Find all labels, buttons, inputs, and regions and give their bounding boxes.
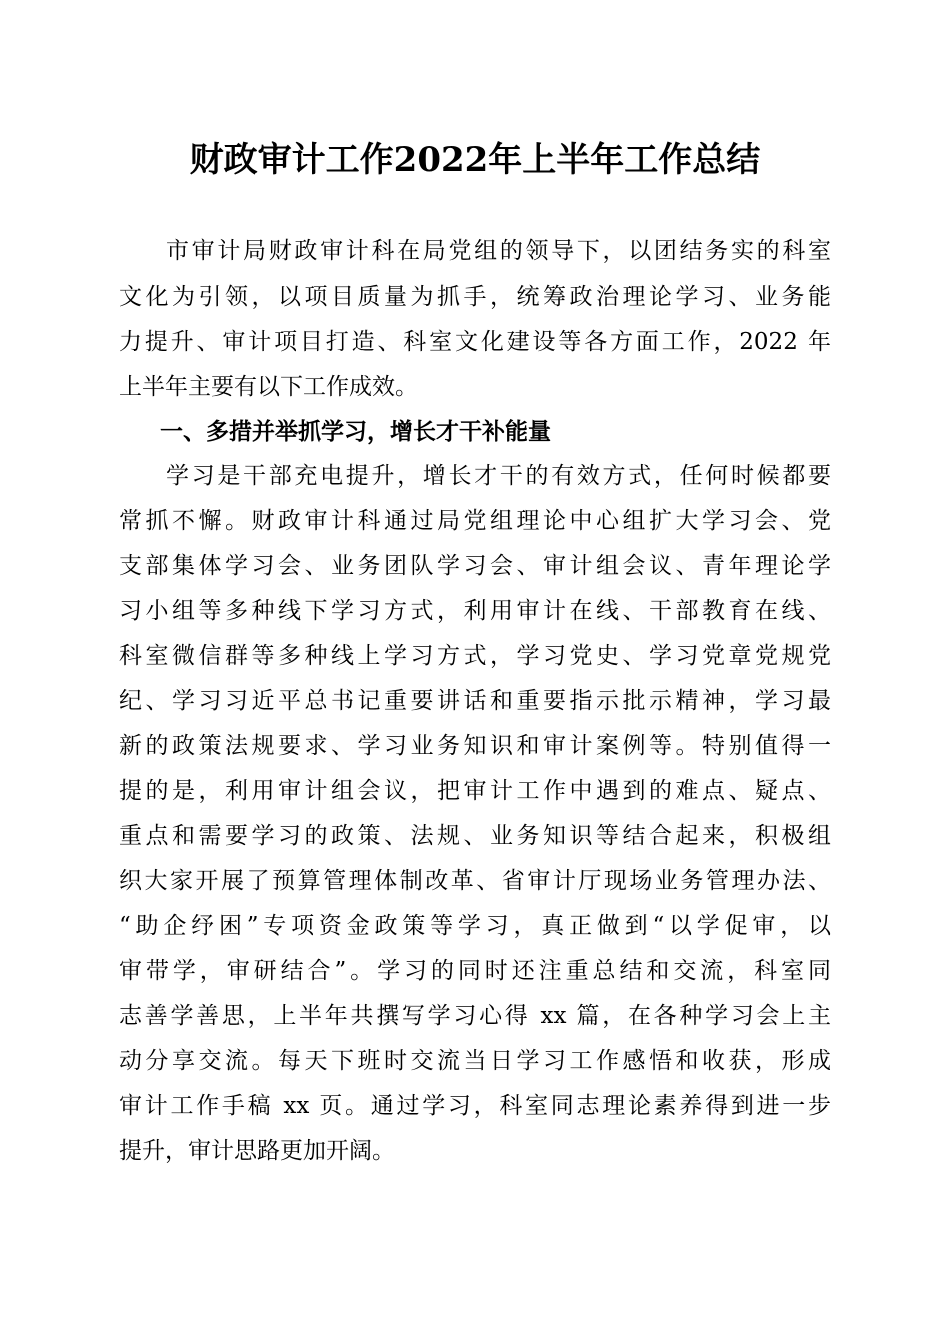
section-1-line-12: 审带学，审研结合”。学习的同时还注重总结和交流，科室同: [119, 958, 831, 984]
section-1-heading: 一、多措并举抓学习，增长才干补能量: [160, 419, 551, 445]
intro-line-2: 文化为引领，以项目质量为抓手，统筹政治理论学习、业务能: [119, 284, 831, 310]
section-1-line-10: 织大家开展了预算管理体制改革、省审计厅现场业务管理办法、: [119, 868, 831, 894]
section-1-line-1: 学习是干部充电提升，增长才干的有效方式，任何时候都要: [166, 463, 831, 489]
section-1-line-3: 支部集体学习会、业务团队学习会、审计组会议、青年理论学: [119, 553, 831, 579]
section-1-line-8: 提的是，利用审计组会议，把审计工作中遇到的难点、疑点、: [119, 778, 831, 804]
section-1-line-13: 志善学善思，上半年共撰写学习心得 xx 篇，在各种学习会上主: [119, 1003, 831, 1029]
section-1-line-5: 科室微信群等多种线上学习方式，学习党史、学习党章党规党: [119, 643, 831, 669]
section-1-line-6: 纪、学习习近平总书记重要讲话和重要指示批示精神，学习最: [119, 688, 831, 714]
section-1-line-9: 重点和需要学习的政策、法规、业务知识等结合起来，积极组: [119, 823, 831, 849]
section-1-line-11: “助企纾困”专项资金政策等学习，真正做到“以学促审，以: [119, 913, 831, 939]
section-1-line-4: 习小组等多种线下学习方式，利用审计在线、干部教育在线、: [119, 598, 831, 624]
intro-line-1: 市审计局财政审计科在局党组的领导下，以团结务实的科室: [166, 238, 831, 264]
section-1-line-2: 常抓不懈。财政审计科通过局党组理论中心组扩大学习会、党: [119, 508, 831, 534]
section-1-line-7: 新的政策法规要求、学习业务知识和审计案例等。特别值得一: [119, 733, 831, 759]
intro-line-3: 力提升、审计项目打造、科室文化建设等各方面工作，2022 年: [119, 329, 831, 355]
section-1-line-15: 审计工作手稿 xx 页。通过学习，科室同志理论素养得到进一步: [119, 1093, 831, 1119]
document-title: 财政审计工作2022年上半年工作总结: [189, 140, 761, 180]
section-1-line-14: 动分享交流。每天下班时交流当日学习工作感悟和收获，形成: [119, 1048, 831, 1074]
intro-line-4: 上半年主要有以下工作成效。: [119, 374, 418, 400]
section-1-line-16: 提升，审计思路更加开阔。: [119, 1138, 395, 1164]
